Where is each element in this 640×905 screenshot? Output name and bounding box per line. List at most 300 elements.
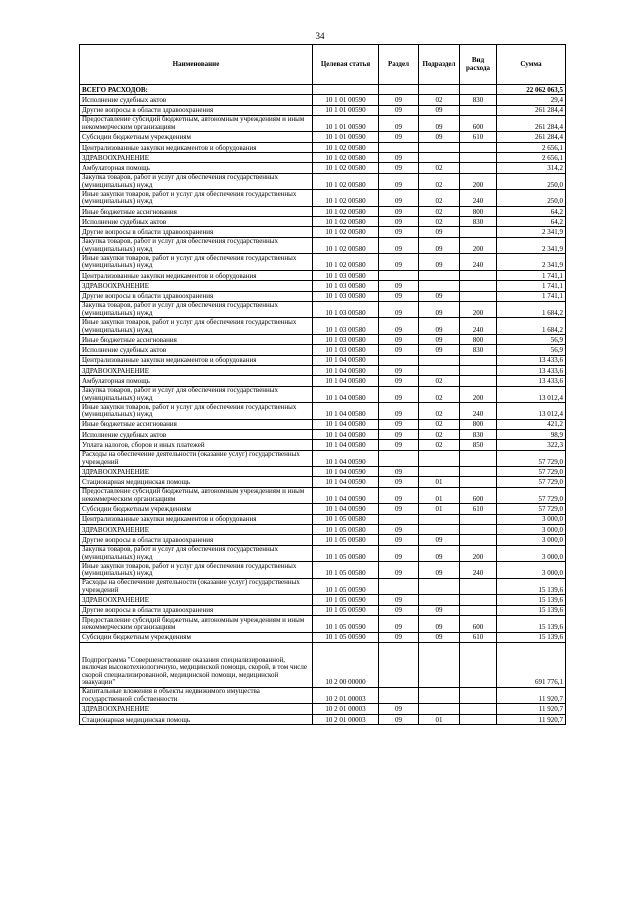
cell-target-code: 10 1 02 00580 xyxy=(313,237,379,254)
cell-subsection xyxy=(419,355,460,365)
cell-target-code: 10 1 02 00580 xyxy=(313,206,379,216)
cell-subsection xyxy=(419,153,460,163)
table-row xyxy=(80,467,566,477)
cell-subsection: 09 xyxy=(419,132,460,142)
table-row xyxy=(80,514,566,524)
cell-name: Централизованные закупки медикаментов и оборудования xyxy=(80,142,313,152)
table-row xyxy=(80,237,566,254)
cell-section: 09 xyxy=(379,429,419,439)
cell-name: ЗДРАВООХРАНЕНИЕ xyxy=(80,281,313,291)
cell-expense-type xyxy=(460,153,497,163)
cell-subsection: 09 xyxy=(419,562,460,579)
cell-name: Предоставление субсидий бюджетным, автономным учреждениям и иным некоммерческим организациям xyxy=(80,115,313,132)
header-name: Наименование xyxy=(80,45,313,85)
cell-section: 09 xyxy=(379,632,419,642)
cell-section: 09 xyxy=(379,562,419,579)
cell-name: Другие вопросы в области здравоохранения xyxy=(80,291,313,301)
table-row xyxy=(80,562,566,579)
cell-expense-type: 830 xyxy=(460,345,497,355)
table-row xyxy=(80,376,566,386)
table-row xyxy=(80,345,566,355)
cell-section: 09 xyxy=(379,318,419,335)
table-row xyxy=(80,355,566,365)
cell-section: 09 xyxy=(379,704,419,714)
cell-name: Другие вопросы в области здравоохранения xyxy=(80,227,313,237)
cell-expense-type: 600 xyxy=(460,115,497,132)
cell-target-code: 10 1 04 00580 xyxy=(313,365,379,375)
cell-subsection: 02 xyxy=(419,173,460,190)
cell-target-code: 10 1 01 00590 xyxy=(313,95,379,105)
cell-sum: 1 684,2 xyxy=(497,301,566,318)
cell-section: 09 xyxy=(379,291,419,301)
cell-expense-type xyxy=(460,704,497,714)
cell-section xyxy=(379,642,419,687)
cell-section: 09 xyxy=(379,440,419,450)
header-expense-type: Вид расхода xyxy=(460,45,497,85)
cell-name: ЗДРАВООХРАНЕНИЕ xyxy=(80,524,313,534)
cell-subsection xyxy=(419,687,460,704)
cell-name: Централизованные закупки медикаментов и оборудования xyxy=(80,355,313,365)
cell-section xyxy=(379,687,419,704)
cell-subsection: 02 xyxy=(419,440,460,450)
cell-sum: 15 139,6 xyxy=(497,595,566,605)
cell-subsection xyxy=(419,578,460,595)
cell-expense-type xyxy=(460,85,497,95)
cell-expense-type xyxy=(460,365,497,375)
cell-name: Амбулаторная помощь xyxy=(80,163,313,173)
cell-sum: 15 139,6 xyxy=(497,615,566,632)
table-row xyxy=(80,365,566,375)
cell-target-code: 10 1 03 00580 xyxy=(313,281,379,291)
cell-target-code: 10 1 05 00590 xyxy=(313,605,379,615)
cell-subsection: 01 xyxy=(419,504,460,514)
cell-sum: 56,9 xyxy=(497,335,566,345)
cell-expense-type xyxy=(460,450,497,467)
cell-target-code: 10 1 02 00580 xyxy=(313,227,379,237)
cell-target-code: 10 2 01 00003 xyxy=(313,687,379,704)
cell-expense-type: 600 xyxy=(460,615,497,632)
cell-sum: 56,9 xyxy=(497,345,566,355)
cell-section: 09 xyxy=(379,95,419,105)
cell-sum: 11 920,7 xyxy=(497,714,566,724)
cell-expense-type: 200 xyxy=(460,386,497,403)
cell-target-code: 10 1 05 00580 xyxy=(313,524,379,534)
table-row xyxy=(80,687,566,704)
cell-name: Закупка товаров, работ и услуг для обеспечения государственных (муниципальных) нужд xyxy=(80,173,313,190)
cell-subsection: 02 xyxy=(419,163,460,173)
cell-subsection: 09 xyxy=(419,301,460,318)
cell-sum: 57 729,0 xyxy=(497,504,566,514)
cell-expense-type: 800 xyxy=(460,419,497,429)
table-row xyxy=(80,545,566,562)
cell-target-code: 10 1 05 00590 xyxy=(313,615,379,632)
cell-name: Централизованные закупки медикаментов и оборудования xyxy=(80,514,313,524)
table-row xyxy=(80,254,566,271)
table-row xyxy=(80,605,566,615)
cell-expense-type: 240 xyxy=(460,403,497,420)
cell-sum: 13 433,6 xyxy=(497,355,566,365)
cell-sum: 3 000,0 xyxy=(497,535,566,545)
cell-section: 09 xyxy=(379,254,419,271)
table-row xyxy=(80,206,566,216)
table-row xyxy=(80,85,566,95)
cell-sum: 15 139,6 xyxy=(497,632,566,642)
cell-expense-type xyxy=(460,376,497,386)
cell-section: 09 xyxy=(379,376,419,386)
table-row xyxy=(80,504,566,514)
cell-expense-type xyxy=(460,467,497,477)
cell-expense-type xyxy=(460,163,497,173)
cell-sum: 3 000,0 xyxy=(497,545,566,562)
cell-expense-type xyxy=(460,281,497,291)
page-number: 34 xyxy=(315,31,325,41)
cell-sum: 13 433,6 xyxy=(497,376,566,386)
cell-subsection: 02 xyxy=(419,217,460,227)
cell-name: Закупка товаров, работ и услуг для обеспечения государственных (муниципальных) нужд xyxy=(80,301,313,318)
cell-target-code: 10 1 03 00580 xyxy=(313,335,379,345)
cell-subsection: 09 xyxy=(419,615,460,632)
cell-name: ЗДРАВООХРАНЕНИЕ xyxy=(80,704,313,714)
table-row xyxy=(80,714,566,724)
cell-sum: 2 341,9 xyxy=(497,254,566,271)
table-header-row xyxy=(80,45,566,85)
cell-target-code: 10 1 04 00580 xyxy=(313,355,379,365)
cell-subsection xyxy=(419,524,460,534)
cell-expense-type xyxy=(460,642,497,687)
cell-expense-type: 240 xyxy=(460,254,497,271)
cell-section: 09 xyxy=(379,301,419,318)
cell-section xyxy=(379,578,419,595)
cell-name: Исполнение судебных актов xyxy=(80,217,313,227)
cell-expense-type xyxy=(460,535,497,545)
cell-target-code: 10 1 02 00580 xyxy=(313,153,379,163)
cell-sum: 13 012,4 xyxy=(497,403,566,420)
cell-expense-type: 600 xyxy=(460,487,497,504)
table-row xyxy=(80,95,566,105)
cell-target-code: 10 2 01 00003 xyxy=(313,714,379,724)
cell-section: 09 xyxy=(379,403,419,420)
table-row xyxy=(80,115,566,132)
cell-section: 09 xyxy=(379,595,419,605)
cell-target-code: 10 1 04 00590 xyxy=(313,477,379,487)
cell-expense-type xyxy=(460,578,497,595)
cell-section: 09 xyxy=(379,605,419,615)
table-row xyxy=(80,163,566,173)
cell-sum: 15 139,6 xyxy=(497,578,566,595)
table-row xyxy=(80,386,566,403)
cell-name: Иные бюджетные ассигнования xyxy=(80,419,313,429)
table-row xyxy=(80,615,566,632)
table-row xyxy=(80,153,566,163)
cell-section: 09 xyxy=(379,237,419,254)
cell-subsection: 09 xyxy=(419,345,460,355)
header-sum: Сумма xyxy=(497,45,566,85)
cell-expense-type xyxy=(460,227,497,237)
cell-name: Закупка товаров, работ и услуг для обеспечения государственных (муниципальных) нужд xyxy=(80,545,313,562)
cell-sum: 57 729,0 xyxy=(497,450,566,467)
cell-expense-type: 240 xyxy=(460,318,497,335)
cell-expense-type xyxy=(460,687,497,704)
table-row xyxy=(80,281,566,291)
cell-section: 09 xyxy=(379,281,419,291)
cell-subsection xyxy=(419,704,460,714)
cell-name: Иные закупки товаров, работ и услуг для обеспечения государственных (муниципальных) нужд xyxy=(80,190,313,207)
cell-target-code: 10 2 01 00003 xyxy=(313,704,379,714)
cell-section: 09 xyxy=(379,335,419,345)
cell-expense-type xyxy=(460,477,497,487)
cell-subsection: 02 xyxy=(419,95,460,105)
cell-sum: 3 000,0 xyxy=(497,524,566,534)
cell-subsection: 09 xyxy=(419,227,460,237)
table-row xyxy=(80,477,566,487)
table-row xyxy=(80,524,566,534)
cell-expense-type: 200 xyxy=(460,545,497,562)
cell-sum: 2 656,1 xyxy=(497,153,566,163)
cell-sum: 57 729,0 xyxy=(497,487,566,504)
cell-sum: 421,2 xyxy=(497,419,566,429)
cell-target-code: 10 1 05 00580 xyxy=(313,535,379,545)
cell-subsection: 09 xyxy=(419,535,460,545)
cell-target-code: 10 1 01 00590 xyxy=(313,132,379,142)
table-row xyxy=(80,335,566,345)
cell-name: Другие вопросы в области здравоохранения xyxy=(80,105,313,115)
cell-name: Закупка товаров, работ и услуг для обеспечения государственных (муниципальных) нужд xyxy=(80,237,313,254)
table-row xyxy=(80,318,566,335)
cell-subsection xyxy=(419,281,460,291)
cell-section: 09 xyxy=(379,365,419,375)
cell-sum: 314,2 xyxy=(497,163,566,173)
cell-name: Иные закупки товаров, работ и услуг для обеспечения государственных (муниципальных) нужд xyxy=(80,562,313,579)
cell-expense-type xyxy=(460,595,497,605)
cell-section: 09 xyxy=(379,105,419,115)
cell-target-code: 10 1 05 00590 xyxy=(313,578,379,595)
cell-expense-type: 240 xyxy=(460,190,497,207)
cell-section: 09 xyxy=(379,115,419,132)
cell-section: 09 xyxy=(379,386,419,403)
table-row xyxy=(80,190,566,207)
cell-section: 09 xyxy=(379,615,419,632)
table-row xyxy=(80,132,566,142)
cell-sum: 11 920,7 xyxy=(497,687,566,704)
cell-target-code: 10 1 02 00580 xyxy=(313,173,379,190)
table-row xyxy=(80,227,566,237)
cell-name: Уплата налогов, сборов и иных платежей xyxy=(80,440,313,450)
budget-table xyxy=(79,44,566,725)
cell-sum: 29,4 xyxy=(497,95,566,105)
cell-target-code: 10 1 03 00580 xyxy=(313,345,379,355)
cell-subsection: 02 xyxy=(419,403,460,420)
cell-name: ЗДРАВООХРАНЕНИЕ xyxy=(80,153,313,163)
cell-section: 09 xyxy=(379,477,419,487)
cell-name: Стационарная медицинская помощь xyxy=(80,714,313,724)
cell-name: Иные закупки товаров, работ и услуг для обеспечения государственных (муниципальных) нужд xyxy=(80,318,313,335)
cell-sum: 15 139,6 xyxy=(497,605,566,615)
cell-section: 09 xyxy=(379,487,419,504)
cell-target-code: 10 1 04 00580 xyxy=(313,376,379,386)
cell-expense-type: 830 xyxy=(460,95,497,105)
cell-expense-type xyxy=(460,270,497,280)
cell-target-code: 10 1 04 00590 xyxy=(313,467,379,477)
cell-subsection: 02 xyxy=(419,376,460,386)
table-row xyxy=(80,578,566,595)
cell-section: 09 xyxy=(379,153,419,163)
cell-expense-type: 610 xyxy=(460,632,497,642)
cell-subsection xyxy=(419,365,460,375)
cell-subsection xyxy=(419,450,460,467)
header-section: Раздел xyxy=(379,45,419,85)
cell-sum: 13 012,4 xyxy=(497,386,566,403)
cell-section xyxy=(379,270,419,280)
cell-sum: 57 729,0 xyxy=(497,467,566,477)
cell-expense-type xyxy=(460,514,497,524)
cell-target-code: 10 1 04 00580 xyxy=(313,440,379,450)
cell-section: 09 xyxy=(379,173,419,190)
cell-sum: 261 284,4 xyxy=(497,115,566,132)
cell-expense-type xyxy=(460,355,497,365)
cell-sum: 1 741,1 xyxy=(497,270,566,280)
table-row xyxy=(80,270,566,280)
cell-name: Предоставление субсидий бюджетным, автономным учреждениям и иным некоммерческим организациям xyxy=(80,615,313,632)
cell-sum: 64,2 xyxy=(497,206,566,216)
cell-sum: 98,9 xyxy=(497,429,566,439)
table-row xyxy=(80,403,566,420)
cell-target-code: 10 1 03 00580 xyxy=(313,301,379,318)
table-row xyxy=(80,301,566,318)
cell-name: Расходы на обеспечение деятельности (оказание услуг) государственных учреждений xyxy=(80,578,313,595)
cell-sum: 2 341,9 xyxy=(497,227,566,237)
cell-sum: 1 741,1 xyxy=(497,291,566,301)
table-row xyxy=(80,487,566,504)
cell-name: Другие вопросы в области здравоохранения xyxy=(80,605,313,615)
cell-subsection: 09 xyxy=(419,105,460,115)
cell-expense-type xyxy=(460,291,497,301)
cell-name: Амбулаторная помощь xyxy=(80,376,313,386)
cell-sum: 261 284,4 xyxy=(497,105,566,115)
cell-section xyxy=(379,514,419,524)
cell-subsection: 09 xyxy=(419,254,460,271)
cell-subsection xyxy=(419,595,460,605)
cell-target-code: 10 1 05 00580 xyxy=(313,514,379,524)
cell-target-code: 10 1 03 00580 xyxy=(313,270,379,280)
cell-name: Другие вопросы в области здравоохранения xyxy=(80,535,313,545)
cell-target-code: 10 1 02 00580 xyxy=(313,217,379,227)
cell-subsection xyxy=(419,85,460,95)
cell-sum: 2 656,1 xyxy=(497,142,566,152)
cell-section: 09 xyxy=(379,163,419,173)
cell-section: 09 xyxy=(379,504,419,514)
cell-section: 09 xyxy=(379,714,419,724)
cell-target-code: 10 1 01 00590 xyxy=(313,105,379,115)
table-row xyxy=(80,450,566,467)
cell-subsection: 09 xyxy=(419,545,460,562)
cell-expense-type: 800 xyxy=(460,335,497,345)
cell-subsection xyxy=(419,270,460,280)
cell-section: 09 xyxy=(379,206,419,216)
cell-expense-type: 830 xyxy=(460,217,497,227)
cell-sum: 3 000,0 xyxy=(497,514,566,524)
table-row xyxy=(80,142,566,152)
cell-target-code: 10 1 04 00590 xyxy=(313,504,379,514)
cell-target-code: 10 1 01 00590 xyxy=(313,115,379,132)
table-row xyxy=(80,105,566,115)
cell-subsection: 09 xyxy=(419,291,460,301)
cell-name: Исполнение судебных актов xyxy=(80,95,313,105)
table-row xyxy=(80,291,566,301)
cell-section xyxy=(379,355,419,365)
table-row xyxy=(80,595,566,605)
cell-subsection: 09 xyxy=(419,237,460,254)
cell-expense-type xyxy=(460,142,497,152)
cell-target-code: 10 1 04 00580 xyxy=(313,429,379,439)
cell-subsection: 02 xyxy=(419,386,460,403)
cell-expense-type xyxy=(460,714,497,724)
table-row xyxy=(80,173,566,190)
cell-name: Расходы на обеспечение деятельности (оказание услуг) государственных учреждений xyxy=(80,450,313,467)
cell-section xyxy=(379,85,419,95)
cell-section: 09 xyxy=(379,419,419,429)
table-row xyxy=(80,217,566,227)
cell-section: 09 xyxy=(379,190,419,207)
cell-name: Исполнение судебных актов xyxy=(80,429,313,439)
cell-section: 09 xyxy=(379,535,419,545)
cell-target-code: 10 1 05 00580 xyxy=(313,545,379,562)
cell-target-code: 10 1 04 00590 xyxy=(313,487,379,504)
cell-name: Субсидии бюджетным учреждениям xyxy=(80,132,313,142)
cell-target-code: 10 1 04 00580 xyxy=(313,403,379,420)
cell-name: Субсидии бюджетным учреждениям xyxy=(80,504,313,514)
cell-section: 09 xyxy=(379,467,419,477)
cell-sum: 11 920,7 xyxy=(497,704,566,714)
cell-subsection: 02 xyxy=(419,190,460,207)
cell-name: Стационарная медицинская помощь xyxy=(80,477,313,487)
cell-target-code: 10 1 05 00590 xyxy=(313,595,379,605)
cell-sum: 250,0 xyxy=(497,173,566,190)
cell-expense-type: 200 xyxy=(460,237,497,254)
cell-name: ВСЕГО РАСХОДОВ: xyxy=(80,85,313,95)
cell-target-code: 10 1 03 00580 xyxy=(313,318,379,335)
cell-name: ЗДРАВООХРАНЕНИЕ xyxy=(80,595,313,605)
cell-target-code: 10 1 04 00580 xyxy=(313,386,379,403)
cell-name: Иные бюджетные ассигнования xyxy=(80,206,313,216)
cell-target-code: 10 1 02 00580 xyxy=(313,190,379,207)
cell-subsection xyxy=(419,514,460,524)
cell-subsection: 01 xyxy=(419,487,460,504)
cell-sum: 22 062 063,5 xyxy=(497,85,566,95)
cell-expense-type: 830 xyxy=(460,429,497,439)
cell-subsection: 02 xyxy=(419,419,460,429)
cell-subsection: 02 xyxy=(419,206,460,216)
cell-sum: 691 776,1 xyxy=(497,642,566,687)
cell-name: Закупка товаров, работ и услуг для обеспечения государственных (муниципальных) нужд xyxy=(80,386,313,403)
cell-target-code: 10 1 05 00590 xyxy=(313,632,379,642)
cell-subsection: 01 xyxy=(419,477,460,487)
cell-expense-type: 610 xyxy=(460,504,497,514)
cell-expense-type xyxy=(460,605,497,615)
cell-sum: 322,3 xyxy=(497,440,566,450)
table-body xyxy=(80,85,566,725)
cell-expense-type: 240 xyxy=(460,562,497,579)
cell-sum: 1 684,2 xyxy=(497,318,566,335)
cell-expense-type xyxy=(460,524,497,534)
cell-subsection xyxy=(419,467,460,477)
cell-section: 09 xyxy=(379,524,419,534)
header-subsection: Подраздел xyxy=(419,45,460,85)
cell-expense-type: 800 xyxy=(460,206,497,216)
cell-expense-type: 200 xyxy=(460,301,497,318)
table-row xyxy=(80,440,566,450)
cell-section xyxy=(379,450,419,467)
table-row xyxy=(80,535,566,545)
